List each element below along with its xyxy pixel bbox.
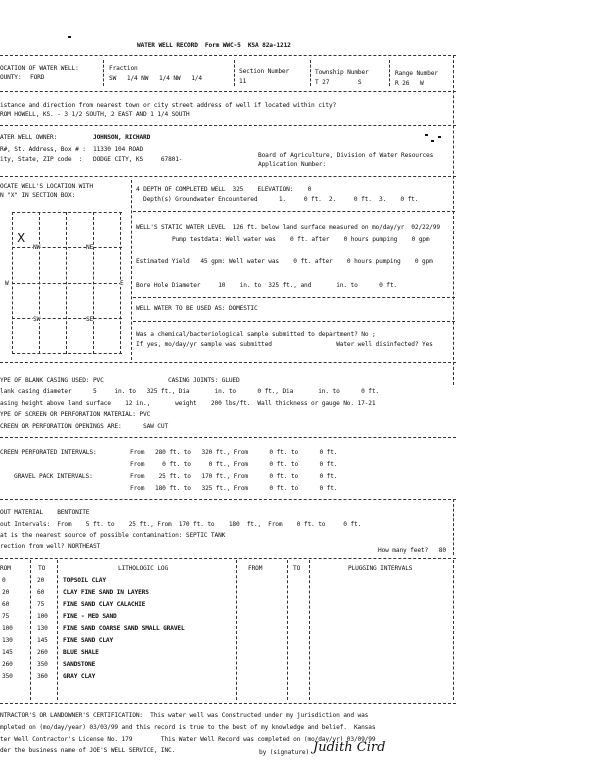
divider [389,60,390,86]
scan-speck [438,136,441,138]
screen-material: YPE OF SCREEN OR PERFORATION MATERIAL: PVC [0,411,151,418]
log-header-to: TO [38,565,46,572]
divider [0,91,456,92]
log-row-from: 0 [2,577,6,584]
screen-interval-row: From 280 ft. to 320 ft., From 0 ft. to 0 ft. [130,449,338,456]
quadrant-se: SE [86,316,94,323]
signature: Judith Cird [313,740,386,755]
log-row-description: TOPSOIL CLAY [63,577,106,584]
address-label: R#, St. Address, Box # : [0,146,86,153]
log-row-to: 20 [37,577,45,584]
log-row-description: SANDSTONE [63,661,96,668]
owner-value: JOHNSON, RICHARD [93,134,151,141]
divider [0,55,456,56]
log-row-to: 130 [37,625,48,632]
signature-label: by (signature) [259,749,310,756]
contamination-source: at is the nearest source of possible contamination: SEPTIC TANK [0,532,226,539]
log-column-divider [287,560,288,700]
chem-sample-question: Was a chemical/bacteriological sample submitted to department? No ; [136,331,376,338]
log-row-description: FINE SAND CLAY CALACHIE [63,601,146,608]
log-header-lithologic: LITHOLOGIC LOG [118,565,169,572]
township-value: T 27 S [315,79,362,86]
range-value: R 26 W [395,80,424,87]
divider [0,125,456,126]
log-column-divider [57,560,58,700]
log-row-from: 130 [2,637,13,644]
chem-sample-date: If yes, mo/day/yr sample was submitted Water well disinfected? Yes [136,341,433,348]
log-header-plugging: PLUGGING INTERVALS [348,565,413,572]
log-row-from: 100 [2,625,13,632]
owner-label: ATER WELL OWNER: [0,134,58,141]
compass-w: W [5,280,9,287]
divider [131,180,132,360]
form-right-border [453,55,454,385]
certification-line: NTRACTOR'S OR LANDOWNER'S CERTIFICATION: This water well was Constructed under my jurisdiction and was [0,712,369,719]
water-use: WELL WATER TO BE USED AS: DOMESTIC [136,305,258,312]
pump-test: Pump testdata: Well water was 0 ft. after 0 hours pumping 0 gpm [172,236,430,243]
quadrant-nw: NW [33,244,41,251]
directions-answer: ROM HOWELL, KS. - 3 1/2 SOUTH, 2 EAST AND 1 1/4 SOUTH [0,111,190,118]
log-row-to: 350 [37,661,48,668]
casing-diameter: lank casing diameter 5 in. to 325 ft., Dia in. to 0 ft., Dia in. to 0 ft. [0,388,379,395]
divider [133,321,455,322]
divider [0,437,456,438]
log-row-description: CLAY FINE SAND IN LAYERS [63,589,149,596]
city-label: ity, State, ZIP code : [0,156,83,163]
log-header-from2: FROM [248,565,263,572]
casing-height: asing height above land surface 12 in., weight 200 lbs/ft. Wall thickness or gauge No. 17-21 [0,400,376,407]
grout-intervals: out Intervals: From 5 ft. to 25 ft., From 170 ft. to 180 ft., From 0 ft. to 0 ft. [0,521,362,528]
scan-speck [68,36,71,38]
form-title: WATER WELL RECORD Form WWC-5 KSA 82a-1212 [137,42,291,49]
section-box-subtitle: N "X" IN SECTION BOX: [0,192,76,199]
address-value: 11330 104 ROAD [93,146,144,153]
quadrant-ne: NE [86,244,94,251]
county-value: FORD [30,74,45,81]
divider [133,297,455,298]
static-water-level: WELL'S STATIC WATER LEVEL 126 ft. below land surface measured on mo/day/yr 02/22/99 [136,224,440,231]
log-row-description: FINE - MED SAND [63,613,117,620]
screen-intervals-label: CREEN PERFORATED INTERVALS: [0,449,97,456]
log-row-from: 260 [2,661,13,668]
gravel-interval-row: From 180 ft. to 325 ft., From 0 ft. to 0 ft. [130,485,338,492]
divider [0,499,456,500]
log-row-from: 350 [2,673,13,680]
log-row-from: 75 [2,613,10,620]
log-row-to: 75 [37,601,45,608]
log-row-from: 20 [2,589,10,596]
log-row-from: 145 [2,649,13,656]
log-row-description: FINE SAND COARSE SAND SMALL GRAVEL [63,625,185,632]
fraction-value: SW 1/4 NW 1/4 NW 1/4 [109,75,202,82]
log-row-description: GRAY CLAY [63,673,96,680]
casing-type: YPE OF BLANK CASING USED: PVC CASING JOINTS: GLUED [0,377,240,384]
log-column-divider [309,560,310,700]
section-grid [12,212,122,354]
log-row-to: 145 [37,637,48,644]
screen-openings: CREEN OR PERFORATION OPENINGS ARE: SAW CUT [0,423,169,430]
location-label: OCATION OF WATER WELL: [0,65,79,72]
divider [234,60,235,86]
log-row-to: 360 [37,673,48,680]
certification-line: mpleted on (mo/day/year) 03/03/99 and this record is true to the best of my knowledge and belief. Kansas [0,724,376,731]
township-label: Township Number [315,69,369,76]
board-label: Board of Agriculture, Division of Water Resources [258,152,434,159]
log-row-to: 260 [37,649,48,656]
screen-interval-row: From 0 ft. to 0 ft., From 0 ft. to 0 ft. [130,461,338,468]
divider [133,211,455,212]
range-label: Range Number [395,70,438,77]
form-right-border [453,499,454,555]
divider [310,60,311,86]
divider [0,558,456,559]
log-row-description: FINE SAND CLAY [63,637,114,644]
scan-speck [425,134,428,136]
gravel-interval-row: From 25 ft. to 170 ft., From 0 ft. to 0 ft. [130,473,338,480]
log-row-to: 60 [37,589,45,596]
gravel-intervals-label: GRAVEL PACK INTERVALS: [14,473,93,480]
grout-material: OUT MATERIAL BENTONITE [0,509,90,516]
groundwater-encountered: Depth(s) Groundwater Encountered 1. 0 ft. 2. 0 ft. 3. 0 ft. [143,196,419,203]
quadrant-sw: SW [33,316,41,323]
compass-e: E [120,280,124,287]
divider [103,60,104,86]
county-label: OUNTY: [0,74,22,81]
location-x-mark: X [17,231,26,245]
log-header-to2: TO [293,565,301,572]
section-value: 11 [239,78,247,85]
certification-line: der the business name of JOE'S WELL SERVICE, INC. [0,747,176,754]
directions-question: istance and direction from nearest town or city street address of well if located within city? [0,102,337,109]
log-row-to: 100 [37,613,48,620]
log-header-from: ROM [0,565,11,572]
log-row-from: 60 [2,601,10,608]
divider [0,703,456,704]
log-column-divider [30,560,31,700]
divider [0,362,456,363]
log-column-divider [236,560,237,700]
form-right-border [453,560,454,700]
section-label: Section Number [239,68,290,75]
scan-speck [431,140,434,142]
contamination-direction: rection from well? NORTHEAST [0,543,101,550]
log-row-description: BLUE SHALE [63,649,99,656]
fraction-label: Fraction [109,65,138,72]
how-many-feet: How many feet? 80 [378,547,446,554]
depth-completed: 4 DEPTH OF COMPLETED WELL 325 ELEVATION: 0 [136,186,312,193]
section-box-title: OCATE WELL'S LOCATION WITH [0,183,93,190]
estimated-yield: Estimated Yield 45 gpm: Well water was 0 ft. after 0 hours pumping 0 gpm [136,258,433,265]
certification-line: ter Well Contractor's License No. 179 This Water Well Record was completed on (mo/day/yr) 03/09/99 [0,736,376,743]
application-label: Application Number: [258,161,326,168]
divider [0,176,456,177]
city-value: DODGE CITY, KS 67801- [93,156,183,163]
bore-hole-diameter: Bore Hole Diameter 10 in. to 325 ft., and in. to 0 ft. [136,282,397,289]
